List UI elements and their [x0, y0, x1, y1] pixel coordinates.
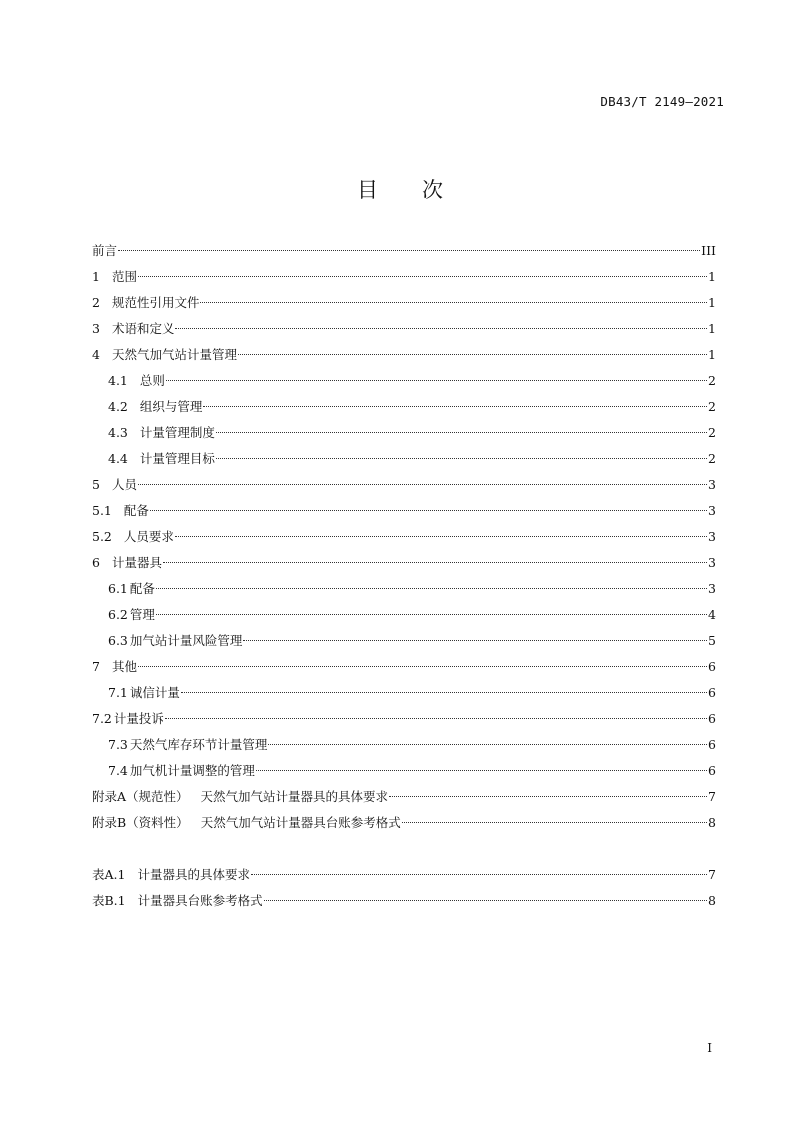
toc-entry-appendix-a[interactable]: [92, 784, 716, 810]
toc-number: 5: [92, 477, 100, 492]
toc-number: 6.3: [108, 633, 128, 648]
toc-page: 1: [708, 269, 716, 284]
toc-entry[interactable]: [92, 446, 716, 472]
toc-entry[interactable]: [92, 472, 716, 498]
toc-page: 3: [708, 477, 716, 492]
toc-entry-appendix-b[interactable]: [92, 810, 716, 836]
leader-dots: [163, 562, 707, 563]
toc-page: 6: [708, 763, 716, 778]
toc-entry[interactable]: [92, 524, 716, 550]
toc-page: 2: [708, 399, 716, 414]
toc-label: 组织与管理: [139, 399, 203, 414]
toc-label: 管理: [129, 607, 155, 622]
toc-entry[interactable]: [92, 706, 716, 732]
toc-label: 天然气加气站计量器具的具体要求: [200, 789, 389, 804]
toc-entry[interactable]: [92, 628, 716, 654]
leader-dots: [203, 406, 707, 407]
toc-number: 7.3: [108, 737, 128, 752]
table-label: 计量器具的具体要求: [137, 867, 250, 882]
leader-dots: [175, 536, 707, 537]
toc-entry[interactable]: [92, 264, 716, 290]
toc-number: 3: [92, 321, 100, 336]
table-of-contents: [92, 238, 716, 914]
toc-entry[interactable]: [92, 316, 716, 342]
toc-page: III: [701, 243, 716, 258]
toc-label: 配备: [123, 503, 149, 518]
toc-page: 2: [708, 425, 716, 440]
toc-label: 规范性引用文件: [111, 295, 200, 310]
toc-number: 4.2: [108, 399, 128, 414]
toc-entry[interactable]: [92, 680, 716, 706]
toc-entry[interactable]: [92, 420, 716, 446]
toc-page: 3: [708, 503, 716, 518]
toc-entry[interactable]: [92, 550, 716, 576]
toc-entry[interactable]: [92, 758, 716, 784]
toc-label: 计量管理目标: [139, 451, 215, 466]
toc-number: 6.2: [108, 607, 128, 622]
toc-page: 7: [708, 789, 716, 804]
toc-label: 人员要求: [123, 529, 174, 544]
table-list-entry[interactable]: [92, 862, 716, 888]
toc-page: 2: [708, 451, 716, 466]
toc-number: 6.1: [108, 581, 128, 596]
toc-page: 4: [708, 607, 716, 622]
toc-page: 6: [708, 659, 716, 674]
leader-dots: [150, 510, 707, 511]
toc-label: 人员: [111, 477, 137, 492]
toc-label: 诚信计量: [129, 685, 180, 700]
leader-dots: [175, 328, 707, 329]
toc-number: 附录B（资料性）: [92, 815, 189, 830]
toc-number: 7.1: [108, 685, 128, 700]
toc-label: 范围: [111, 269, 137, 284]
toc-number: 6: [92, 555, 100, 570]
toc-number: 附录A（规范性）: [92, 789, 189, 804]
toc-number: 4.1: [108, 373, 128, 388]
leader-dots: [118, 250, 700, 251]
table-page: 7: [708, 867, 716, 882]
toc-entry[interactable]: [92, 290, 716, 316]
toc-label: 配备: [129, 581, 155, 596]
toc-page: 2: [708, 373, 716, 388]
toc-label: 计量管理制度: [139, 425, 215, 440]
leader-dots: [166, 380, 707, 381]
toc-label: 计量投诉: [113, 711, 164, 726]
standard-code: DB43/T 2149—2021: [600, 94, 724, 109]
toc-page: 6: [708, 737, 716, 752]
toc-number: 1: [92, 269, 100, 284]
toc-number: 4.4: [108, 451, 128, 466]
toc-label: 术语和定义: [111, 321, 175, 336]
leader-dots: [200, 302, 707, 303]
toc-number: 4.3: [108, 425, 128, 440]
toc-page: 1: [708, 321, 716, 336]
toc-page: 3: [708, 581, 716, 596]
toc-page: 6: [708, 711, 716, 726]
toc-entry[interactable]: [92, 732, 716, 758]
leader-dots: [216, 458, 707, 459]
table-number: 表B.1: [92, 893, 126, 908]
toc-number: 7.2: [92, 711, 112, 726]
toc-page: 3: [708, 555, 716, 570]
leader-dots: [216, 432, 707, 433]
toc-label: 其他: [111, 659, 137, 674]
table-list-entry[interactable]: [92, 888, 716, 914]
leader-dots: [264, 900, 707, 901]
page-number: I: [707, 1041, 712, 1055]
toc-label: 加气机计量调整的管理: [129, 763, 255, 778]
leader-dots: [165, 718, 707, 719]
toc-label: 总则: [139, 373, 165, 388]
toc-label: 天然气加气站计量管理: [111, 347, 237, 362]
toc-number: 7: [92, 659, 100, 674]
toc-label: 前言: [92, 243, 118, 258]
leader-dots: [238, 354, 707, 355]
toc-entry[interactable]: [92, 342, 716, 368]
toc-number: 7.4: [108, 763, 128, 778]
toc-entry[interactable]: [92, 576, 716, 602]
toc-page: 8: [708, 815, 716, 830]
leader-dots: [138, 276, 707, 277]
title-part-2: 次: [422, 178, 443, 202]
toc-number: 2: [92, 295, 100, 310]
page-title: [0, 174, 800, 204]
toc-entry[interactable]: [92, 498, 716, 524]
toc-page: 3: [708, 529, 716, 544]
toc-label: 计量器具: [111, 555, 162, 570]
leader-dots: [156, 614, 707, 615]
leader-dots: [156, 588, 707, 589]
toc-page: 1: [708, 347, 716, 362]
toc-number: 5.1: [92, 503, 112, 518]
leader-dots: [243, 640, 707, 641]
toc-entry[interactable]: [92, 654, 716, 680]
leader-dots: [402, 822, 707, 823]
leader-dots: [268, 744, 707, 745]
toc-entry-foreword[interactable]: [92, 238, 716, 264]
leader-dots: [256, 770, 707, 771]
toc-label: 天然气库存环节计量管理: [129, 737, 268, 752]
leader-dots: [251, 874, 707, 875]
table-page: 8: [708, 893, 716, 908]
toc-page: 1: [708, 295, 716, 310]
toc-entry[interactable]: [92, 394, 716, 420]
toc-entry[interactable]: [92, 368, 716, 394]
toc-page: 6: [708, 685, 716, 700]
table-label: 计量器具台账参考格式: [137, 893, 263, 908]
toc-number: 5.2: [92, 529, 112, 544]
toc-label: 加气站计量风险管理: [129, 633, 243, 648]
leader-dots: [138, 666, 707, 667]
toc-page: 5: [708, 633, 716, 648]
toc-label: 天然气加气站计量器具台账参考格式: [200, 815, 401, 830]
toc-entry[interactable]: [92, 602, 716, 628]
leader-dots: [138, 484, 707, 485]
section-spacer: [92, 836, 716, 862]
leader-dots: [181, 692, 707, 693]
table-number: 表A.1: [92, 867, 126, 882]
leader-dots: [389, 796, 707, 797]
title-part-1: 目: [357, 178, 378, 202]
toc-number: 4: [92, 347, 100, 362]
